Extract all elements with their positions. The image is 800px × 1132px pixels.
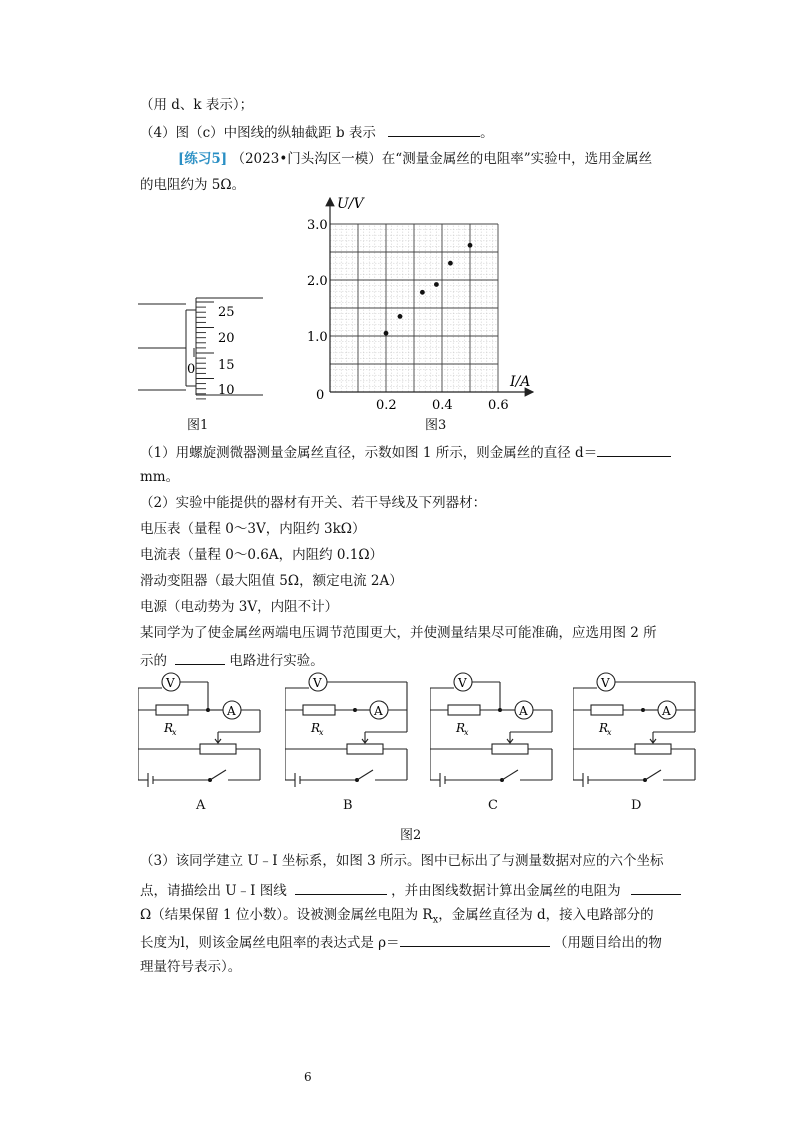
text-line: （用 d、k 表示）； xyxy=(140,97,254,113)
circuit-a xyxy=(138,670,288,795)
question-4-text: （4）图（c）中图线的纵轴截距 b 表示 xyxy=(140,125,376,141)
question-4-line: （4）图（c）中图线的纵轴截距 b 表示 。 xyxy=(140,122,494,142)
rx-subscript: x xyxy=(607,728,612,737)
resistor-rx xyxy=(591,705,623,715)
figure-3-caption: 图3 xyxy=(425,418,447,433)
ammeter-label: A xyxy=(374,704,383,718)
x-tick-label: 0.4 xyxy=(432,398,453,412)
origin-label: 0 xyxy=(316,388,325,403)
rheostat xyxy=(347,744,383,754)
exercise-tag: [练习5] xyxy=(178,151,228,167)
exercise-text: （2023•门头沟区一模）在“测量金属丝的电阻率”实验中，选用金属丝 xyxy=(231,151,653,167)
text-line: （3）该同学建立 U﹣I 坐标系，如图 3 所示。图中已标出了与测量数据对应的六个坐标 xyxy=(140,853,664,869)
question-2-line: 示的 电路进行实验。 xyxy=(140,650,324,670)
y-axis-label: U/V xyxy=(337,196,364,212)
text-line: 某同学为了使金属丝两端电压调节范围更大，并使测量结果尽可能准确，应选用图 2 所 xyxy=(140,625,657,641)
ammeter-label: A xyxy=(227,704,236,718)
rheostat xyxy=(200,744,236,754)
resistance-blank[interactable] xyxy=(631,880,681,895)
ui-chart xyxy=(305,190,545,412)
circuit-c xyxy=(430,670,580,795)
figure-1-caption: 图1 xyxy=(187,418,209,433)
y-tick-label: 1.0 xyxy=(307,330,328,345)
figure-2-caption: 图2 xyxy=(400,828,422,843)
text-line: 的电阻约为 5Ω。 xyxy=(140,177,246,193)
text-line: mm。 xyxy=(140,469,180,485)
rheostat xyxy=(635,744,671,754)
question-3-line: 点，请描绘出 U﹣I 图线 ，并由图线数据计算出金属丝的电阻为 xyxy=(140,880,681,900)
thimble-tick-label: 20 xyxy=(218,331,235,346)
diameter-blank[interactable] xyxy=(597,442,671,457)
rx-subscript: x xyxy=(464,728,469,737)
x-axis-label: I/A xyxy=(510,374,531,390)
circuit-letter: D xyxy=(631,798,642,813)
thimble-tick-label: 10 xyxy=(218,383,235,398)
slider-arrow-icon xyxy=(215,732,221,743)
rx-label: R xyxy=(311,721,321,735)
ammeter-label: A xyxy=(662,704,671,718)
rx-label: R xyxy=(164,721,174,735)
y-tick-label: 3.0 xyxy=(307,218,328,233)
text-line: Ω（结果保留 1 位小数）。设被测金属丝电阻为 $R_x$，金属丝直径为 d，接入电路部分的 xyxy=(140,907,654,926)
circuit-letter: A xyxy=(196,798,206,813)
ammeter-label: A xyxy=(519,704,528,718)
rx-label: R xyxy=(456,721,466,735)
data-point xyxy=(398,314,403,319)
data-point xyxy=(384,331,389,336)
slider-arrow-icon xyxy=(650,732,656,743)
voltmeter-label: V xyxy=(166,676,175,690)
question-3-rho-line: 长度为l，则该金属丝电阻率的表达式是 ρ＝ （用题目给出的物 xyxy=(140,932,662,952)
resistivity-blank[interactable] xyxy=(400,932,550,947)
circuit-d xyxy=(573,670,723,795)
voltmeter-label: V xyxy=(313,676,322,690)
text-line: 理量符号表示）。 xyxy=(140,959,242,975)
micrometer-figure xyxy=(138,290,263,405)
data-point xyxy=(468,243,473,248)
sleeve-zero: 0 xyxy=(187,362,196,377)
thimble-tick-label: 25 xyxy=(218,305,235,320)
switch-blade xyxy=(357,770,373,780)
equipment-item: 电源（电动势为 3V，内阻不计） xyxy=(140,599,339,615)
y-tick-label: 2.0 xyxy=(307,274,328,289)
thimble-tick-label: 15 xyxy=(218,358,235,373)
rheostat xyxy=(492,744,528,754)
equipment-item: 电流表（量程 0～0.6A，内阻约 0.1Ω） xyxy=(140,547,384,563)
rx-label: R xyxy=(599,721,609,735)
data-point xyxy=(420,290,425,295)
x-tick-label: 0.6 xyxy=(488,398,509,412)
switch-blade xyxy=(502,770,518,780)
rx-subscript: x xyxy=(319,728,324,737)
graph-blank[interactable] xyxy=(295,880,387,895)
resistor-rx xyxy=(303,705,335,715)
text-line: （2）实验中能提供的器材有开关、若干导线及下列器材： xyxy=(140,495,487,511)
slider-arrow-icon xyxy=(507,732,513,743)
voltmeter-label: V xyxy=(601,676,610,690)
data-point xyxy=(434,282,439,287)
resistor-rx xyxy=(448,705,480,715)
voltmeter-label: V xyxy=(458,676,467,690)
switch-blade xyxy=(645,770,661,780)
question-1-line: （1）用螺旋测微器测量金属丝直径，示数如图 1 所示，则金属丝的直径 d＝ xyxy=(140,442,671,462)
circuit-letter: B xyxy=(343,798,353,813)
x-tick-label: 0.2 xyxy=(376,398,397,412)
resistor-rx xyxy=(156,705,188,715)
page-number: 6 xyxy=(304,1070,312,1084)
circuit-b xyxy=(285,670,435,795)
slider-arrow-icon xyxy=(362,732,368,743)
circuit-letter: C xyxy=(488,798,498,813)
equipment-item: 滑动变阻器（最大阻值 5Ω，额定电流 2A） xyxy=(140,573,403,589)
answer-blank[interactable] xyxy=(388,122,480,137)
exercise-header xyxy=(178,150,652,168)
circuit-choice-blank[interactable] xyxy=(175,650,225,665)
rx-subscript: x xyxy=(172,728,177,737)
switch-blade xyxy=(210,770,226,780)
equipment-item: 电压表（量程 0～3V，内阻约 3kΩ） xyxy=(140,521,366,537)
data-point xyxy=(448,261,453,266)
